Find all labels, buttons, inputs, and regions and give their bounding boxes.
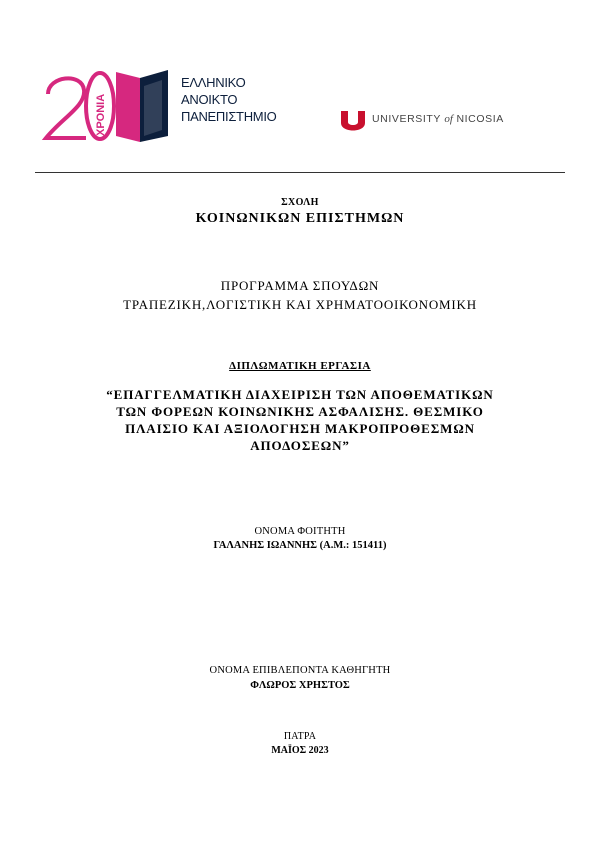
eap-name-line1: ΕΛΛΗΝΙΚΟ — [181, 75, 246, 90]
student-label: ΟΝΟΜΑ ΦΟΙΤΗΤΗ — [254, 526, 346, 537]
thesis-title-line: ΤΩΝ ΦΟΡΕΩΝ ΚΟΙΝΩΝΙΚΗΣ ΑΣΦΑΛΙΣΗΣ. ΘΕΣΜΙΚΟ — [116, 404, 484, 419]
thesis-title-line: ΑΠΟΔΟΣΕΩΝ” — [250, 438, 350, 453]
school-name: ΚΟΙΝΩΝΙΚΩΝ ΕΠΙΣΤΗΜΩΝ — [195, 211, 405, 226]
supervisor-label: ΟΝΟΜΑ ΕΠΙΒΛΕΠΟΝΤΑ ΚΑΘΗΓΗΤΗ — [209, 665, 391, 676]
eap-years-word: ΧΡΟΝΙΑ — [95, 93, 107, 136]
thesis-title-line: “ΕΠΑΓΓΕΛΜΑΤΙΚΗ ΔΙΑΧΕΙΡΙΣΗ ΤΩΝ ΑΠΟΘΕΜΑΤΙΚΩΝ — [106, 387, 494, 402]
eap-name-line3: ΠΑΝΕΠΙΣΤΗΜΙΟ — [181, 109, 277, 124]
city: ΠΑΤΡΑ — [283, 731, 317, 742]
thesis-title-line: ΠΛΑΙΣΙΟ ΚΑΙ ΑΞΙΟΛΟΓΗΣΗ ΜΑΚΡΟΠΡΟΘΕΣΜΩΝ — [125, 421, 475, 436]
unic-word-nicosia: NICOSIA — [456, 113, 504, 125]
supervisor-name: ΦΛΩΡΟΣ ΧΡΗΣΤΟΣ — [250, 680, 350, 691]
student-name: ΓΑΛΑΝΗΣ ΙΩΑΝΝΗΣ (Α.Μ.: 151411) — [213, 540, 387, 551]
program-label: ΠΡΟΓΡΑΜΜΑ ΣΠΟΥΔΩΝ — [220, 278, 380, 293]
unic-word-university: UNIVERSITY — [372, 113, 441, 125]
unic-emblem-icon — [340, 108, 366, 134]
header-divider — [35, 172, 565, 173]
unic-wordmark — [372, 113, 504, 125]
eap-20-years-emblem — [40, 66, 180, 146]
eap-name-line2: ΑΝΟΙΚΤΟ — [181, 92, 238, 107]
thesis-title — [0, 386, 600, 454]
date: ΜΑΪΟΣ 2023 — [271, 745, 329, 756]
eap-logo — [40, 66, 280, 146]
unic-logo — [340, 108, 540, 134]
thesis-type: ΔΙΠΛΩΜΑΤΙΚΗ ΕΡΓΑΣΙΑ — [229, 360, 371, 372]
program-name: ΤΡΑΠΕΖΙΚΗ,ΛΟΓΙΣΤΙΚΗ ΚΑΙ ΧΡΗΜΑΤΟΟΙΚΟΝΟΜΙΚΗ — [123, 297, 477, 312]
school-label: ΣΧΟΛΗ — [281, 197, 319, 208]
unic-word-of: of — [444, 113, 453, 125]
